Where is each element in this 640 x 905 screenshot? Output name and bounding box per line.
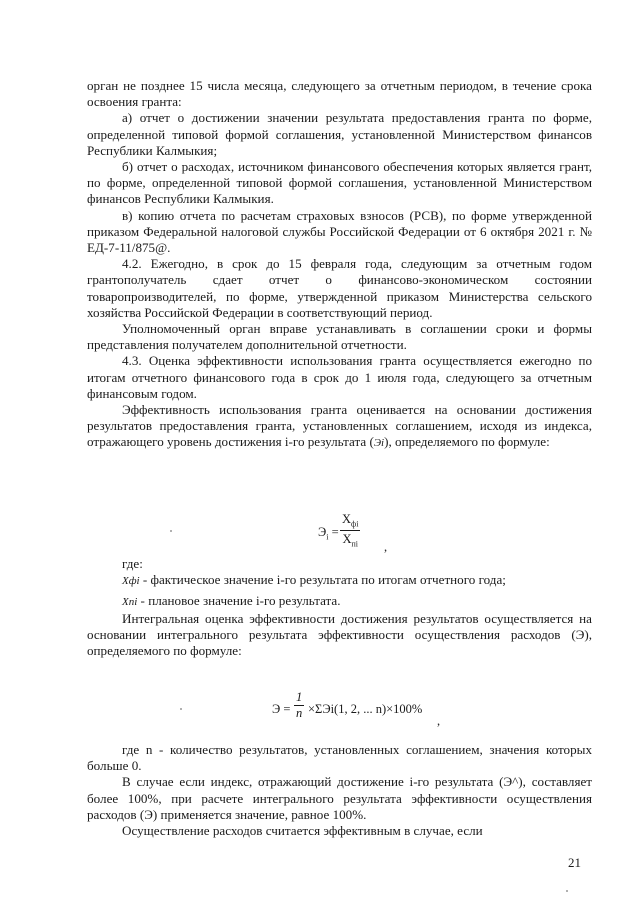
index-symbol: Эi xyxy=(373,437,385,450)
paragraph-integral-assessment: Интегральная оценка эффективности достижения результатов осуществляется на основании интегрального результата эффективности осуществления расходов (Э), определяемого по формуле: xyxy=(87,610,592,659)
formula-integral-lhs: Э = xyxy=(272,702,291,716)
paragraph-additional-reporting: Уполномоченный орган вправе устанавливать в соглашении сроки и формы представления получателем дополнительной отчетности. xyxy=(87,321,592,353)
formula-index xyxy=(318,512,398,558)
formula-index-lhs-sub: i xyxy=(326,532,329,542)
paragraph-4-3: 4.3. Оценка эффективности использования гранта осуществляется ежегодно по итогам отчетного финансового года в срок до 1 июля года, следующего за отчетным финансовым годом. xyxy=(87,353,592,401)
text-block-middle xyxy=(87,556,592,659)
formula-index-fraction xyxy=(340,512,360,548)
formula-index-comma: , xyxy=(384,540,388,554)
plan-symbol: Xпi xyxy=(122,596,138,609)
paragraph-effective-spending: Осуществление расходов считается эффективным в случае, если xyxy=(122,823,483,839)
formula-index-equals: = xyxy=(328,525,339,539)
formula-integral-numerator: 1 xyxy=(296,690,303,704)
where-label: где: xyxy=(122,556,143,571)
efficiency-text-a: Эффективность использования гранта оценивается на основании достижения результатов предоставления гранта, установленных соглашением, исходя из индекса, отражающего уровень достижения i-го результата ( xyxy=(87,402,592,450)
formula-integral-denominator: n xyxy=(296,706,303,720)
paragraph-item-b: б) отчет о расходах, источником финансового обеспечения которых является грант, по форме, определенной типовой формой соглашения, установленной Министерством финансов Республики Калмыкия. xyxy=(87,159,592,207)
formula-integral-fraction xyxy=(294,690,304,721)
paragraph-intro: орган не позднее 15 числа месяца, следующего за отчетным периодом, в течение срока освоения гранта: xyxy=(87,78,592,110)
paragraph-cap-100: В случае если индекс, отражающий достижение i-го результата (Э^), составляет более 100%, при расчете интегрального результата эффективности осуществления расходов (Э) применяется значение, равное 100%. xyxy=(87,774,592,822)
formula-index-num-symbol: X xyxy=(342,512,352,526)
paragraph-4-2: 4.2. Ежегодно, в срок до 15 февраля года, следующим за отчетным годом грантополучатель сдает отчет о финансово-экономическом состоянии товаропроизводителей, по форме, утвержденной приказом Министерства сельского хозяйства Российской Федерации в соответствующий период. xyxy=(87,256,592,320)
text-block-bottom xyxy=(87,742,592,839)
formula-index-num-sub: фi xyxy=(351,519,359,529)
formula-integral-comma: , xyxy=(437,714,441,728)
page-number: 21 xyxy=(568,855,581,870)
paragraph-efficiency-index xyxy=(87,402,592,452)
formula-integral xyxy=(272,690,452,726)
scan-speck xyxy=(566,890,568,892)
paragraph-item-a: а) отчет о достижении значении результата предоставления гранта по форме, определенной типовой формой соглашения, установленной Министерством финансов Республики Калмыкия; xyxy=(87,110,592,158)
formula-index-denominator xyxy=(340,531,360,549)
formula-integral-body: ×ΣЭi(1, 2, ... n)×100% xyxy=(308,702,423,716)
formula-index-den-sub: пi xyxy=(351,539,358,548)
formula-index-den-symbol: X xyxy=(342,531,352,546)
fact-symbol: Xфi xyxy=(122,575,140,588)
paragraph-item-v: в) копию отчета по расчетам страховых взносов (РСВ), по форме утвержденной приказом Федеральной налоговой службы Российской Федерации от 6 октября 2021 г. № ЕД-7-11/875@. xyxy=(87,207,592,256)
scan-speck xyxy=(170,530,172,532)
plan-definition: - плановое значение i-го результата. xyxy=(137,593,341,609)
paragraph-n-definition: где n - количество результатов, установленных соглашением, значения которых больше 0. xyxy=(87,742,592,774)
definition-fact xyxy=(87,572,592,589)
definition-plan xyxy=(87,593,592,610)
scan-speck xyxy=(180,708,182,710)
fact-definition: - фактическое значение i-го результата по итогам отчетного года; xyxy=(139,572,506,588)
formula-index-numerator xyxy=(340,512,360,531)
formula-index-lhs xyxy=(318,525,339,542)
efficiency-text-b: ), определяемого по формуле: xyxy=(384,434,550,450)
text-block-top xyxy=(87,78,592,452)
formula-index-lhs-symbol: Э xyxy=(318,525,327,539)
